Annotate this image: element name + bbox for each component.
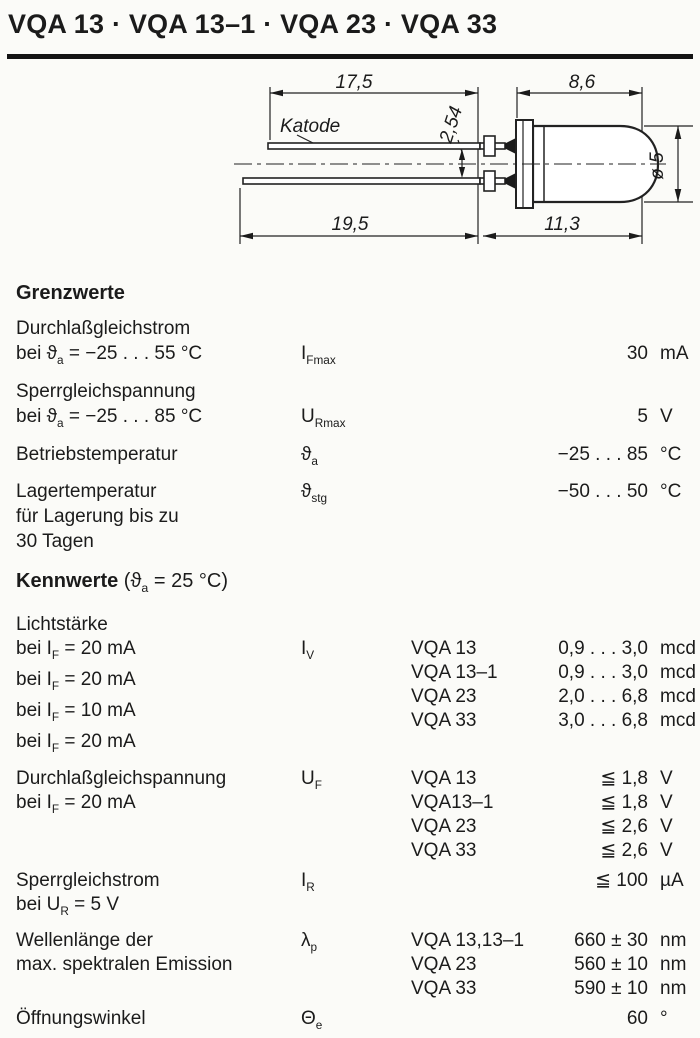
spec-value: 2,0 . . . 6,8 — [558, 686, 648, 708]
spec-description-line: Wellenlänge der — [16, 930, 153, 952]
cathode-label: Katode — [280, 116, 341, 137]
spec-unit: nm — [660, 930, 687, 952]
spec-symbol: $I_R$ — [301, 869, 315, 894]
grenzwerte-heading: Grenzwerte — [16, 282, 125, 304]
spec-entries — [411, 869, 692, 924]
spec-description-line: Öffnungswinkel — [16, 1008, 146, 1030]
spec-entry — [411, 442, 692, 467]
spec-symbol: $ϑ_{stg}$ — [301, 481, 328, 506]
spec-value: 30 — [626, 343, 648, 364]
device-model — [411, 869, 536, 893]
spec-value: −50 . . . 50 — [557, 481, 648, 503]
spec-unit: nm — [660, 954, 687, 976]
spec-row — [16, 442, 692, 474]
spec-unit: mcd — [660, 686, 696, 708]
spec-entries — [411, 442, 692, 474]
lead-standoff — [484, 171, 495, 191]
lead-cone — [505, 173, 516, 189]
spec-entry — [411, 791, 692, 815]
spec-description-line: bei $I_F = 10$ mA — [16, 699, 136, 724]
anode-lead — [243, 178, 480, 184]
spec-unit: mcd — [660, 662, 696, 684]
spec-entry — [411, 767, 692, 791]
spec-value: 60 — [626, 1008, 648, 1030]
spec-value: 660 ± 30 — [574, 930, 648, 952]
device-model: VQA 23 — [411, 686, 477, 708]
section-grenzwerte — [8, 280, 692, 554]
device-model — [411, 479, 536, 504]
spec-description — [16, 316, 301, 373]
device-model: VQA13–1 — [411, 791, 494, 813]
spec-description-line: bei $U_R = 5$ V — [16, 893, 120, 918]
device-model: VQA 13 — [411, 638, 477, 660]
spec-description-line: bei $I_F = 20$ mA — [16, 730, 136, 755]
spec-symbol: $I_V$ — [301, 638, 315, 663]
spec-symbol: $U_F$ — [301, 767, 322, 792]
spec-entry — [411, 404, 692, 429]
spec-entry — [411, 977, 692, 1001]
spec-value: 590 ± 10 — [574, 978, 648, 1000]
spec-entry — [411, 341, 692, 366]
spec-description — [16, 1007, 301, 1038]
spec-unit: V — [660, 791, 673, 813]
spec-description-line: bei $I_F = 20$ mA — [16, 638, 136, 663]
spec-description-line: bei $ϑ_a = -25$ . . . 85 °C — [16, 405, 203, 430]
device-model — [411, 341, 536, 366]
spec-entry — [411, 1007, 692, 1031]
spec-row — [16, 767, 692, 863]
spec-entry — [411, 953, 692, 977]
spec-entries — [411, 1007, 692, 1038]
page-title: VQA 13 · VQA 13–1 · VQA 23 · VQA 33 — [8, 9, 498, 39]
spec-description-line: Durchlaßgleichspannung — [16, 767, 227, 789]
device-model: VQA 33 — [411, 839, 477, 861]
device-model: VQA 13,13–1 — [411, 930, 525, 952]
spec-entry — [411, 479, 692, 504]
dim-label-diameter: ø 5 — [647, 152, 668, 180]
spec-entries — [411, 929, 692, 1001]
spec-value: ≦ 100 — [595, 869, 648, 891]
lead-cone — [505, 138, 516, 154]
device-model: VQA 13–1 — [411, 662, 498, 684]
device-model — [411, 442, 536, 467]
spec-unit: V — [660, 839, 673, 861]
title-rule — [7, 54, 693, 59]
led-package-drawing — [0, 74, 700, 274]
kennwerte-heading-bold: Kennwerte — [16, 570, 119, 593]
spec-entry — [411, 709, 696, 733]
spec-entries — [411, 767, 692, 863]
spec-value: 560 ± 10 — [574, 954, 648, 976]
spec-unit: V — [660, 405, 673, 427]
spec-description — [16, 379, 301, 436]
spec-row — [16, 613, 696, 760]
spec-row — [16, 479, 692, 554]
spec-entries — [411, 613, 696, 760]
spec-description — [16, 929, 301, 1001]
spec-row — [16, 929, 692, 1001]
spec-entry — [411, 839, 692, 863]
dim-label-lead-length-bottom: 19,5 — [331, 214, 369, 235]
spec-entry — [411, 815, 692, 839]
spec-description-line: Durchlaßgleichstrom — [16, 318, 191, 339]
spec-value: 3,0 . . . 6,8 — [558, 710, 648, 732]
device-model — [411, 1007, 536, 1031]
kennwerte-heading — [16, 568, 692, 601]
spec-symbol: $I_{Fmax}$ — [301, 343, 336, 367]
spec-value: ≦ 1,8 — [600, 767, 648, 789]
device-model: VQA 23 — [411, 954, 477, 976]
spec-description — [16, 767, 301, 863]
spec-entry — [411, 869, 692, 893]
dim-label-lead-pitch: 2,54 — [435, 103, 468, 146]
spec-unit: mA — [660, 343, 689, 364]
spec-symbol: $\lambda_p$ — [301, 930, 318, 955]
spec-description — [16, 479, 301, 554]
spec-unit: V — [660, 767, 673, 789]
spec-entries — [411, 479, 692, 554]
device-model — [411, 404, 536, 429]
spec-symbol: $ϑ_a$ — [301, 443, 318, 468]
spec-entry — [411, 661, 696, 685]
spec-entries — [411, 379, 692, 436]
device-model: VQA 33 — [411, 978, 477, 1000]
device-model: VQA 23 — [411, 815, 477, 837]
spec-symbol: $\Theta_e$ — [301, 1008, 323, 1033]
device-model: VQA 13 — [411, 767, 477, 789]
spec-entries — [411, 316, 692, 373]
spec-value: ≦ 1,8 — [600, 791, 648, 813]
spec-entry — [411, 929, 692, 953]
spec-description-line: bei $I_F = 20$ mA — [16, 791, 136, 816]
spec-entry — [411, 685, 696, 709]
spec-unit: mcd — [660, 638, 696, 660]
spec-row — [16, 379, 692, 436]
kennwerte-heading-condition: ($ϑ_a = 25$ °C) — [118, 570, 229, 596]
spec-entry — [411, 637, 696, 661]
spec-value: ≦ 2,6 — [600, 839, 648, 861]
dim-label-lead-length-top: 17,5 — [335, 74, 373, 93]
spec-description-line: Lagertemperatur — [16, 481, 157, 503]
spec-description-line: für Lagerung bis zu — [16, 506, 179, 528]
spec-unit: µA — [660, 869, 684, 891]
spec-description-line: bei $I_F = 20$ mA — [16, 669, 136, 693]
spec-unit: mcd — [660, 710, 696, 732]
spec-description-line: 30 Tagen — [16, 531, 94, 553]
spec-description — [16, 613, 301, 760]
spec-description-line: Lichtstärke — [16, 614, 108, 636]
lead-standoff — [484, 136, 495, 156]
spec-value: −25 . . . 85 — [557, 443, 648, 465]
spec-row — [16, 869, 692, 924]
spec-description-line: max. spektralen Emission — [16, 954, 233, 976]
spec-description — [16, 869, 301, 924]
spec-unit: ° — [660, 1008, 668, 1030]
spec-description-line: Sperrgleichspannung — [16, 380, 196, 402]
spec-value: 0,9 . . . 3,0 — [558, 662, 648, 684]
spec-unit: °C — [660, 481, 682, 503]
spec-unit: °C — [660, 443, 682, 465]
spec-description-line: Betriebstemperatur — [16, 443, 178, 465]
device-model: VQA 33 — [411, 710, 477, 732]
section-kennwerte — [8, 568, 696, 1038]
dim-label-body-length: 8,6 — [568, 74, 596, 93]
spec-row — [16, 316, 692, 373]
spec-description — [16, 442, 301, 474]
kennwerte-rows — [8, 613, 696, 1038]
spec-value: ≦ 2,6 — [600, 815, 648, 837]
spec-description-line: bei $ϑ_a = -25$ . . . 55 °C — [16, 343, 203, 367]
spec-symbol: $U_{Rmax}$ — [301, 405, 346, 430]
grenzwerte-rows — [8, 316, 692, 554]
spec-value: 0,9 . . . 3,0 — [558, 638, 648, 660]
spec-value: 5 — [637, 405, 648, 427]
spec-unit: nm — [660, 978, 687, 1000]
spec-unit: V — [660, 815, 673, 837]
spec-row — [16, 1007, 692, 1038]
spec-description-line: Sperrgleichstrom — [16, 869, 160, 891]
dim-label-body-total-length: 11,3 — [544, 214, 580, 235]
